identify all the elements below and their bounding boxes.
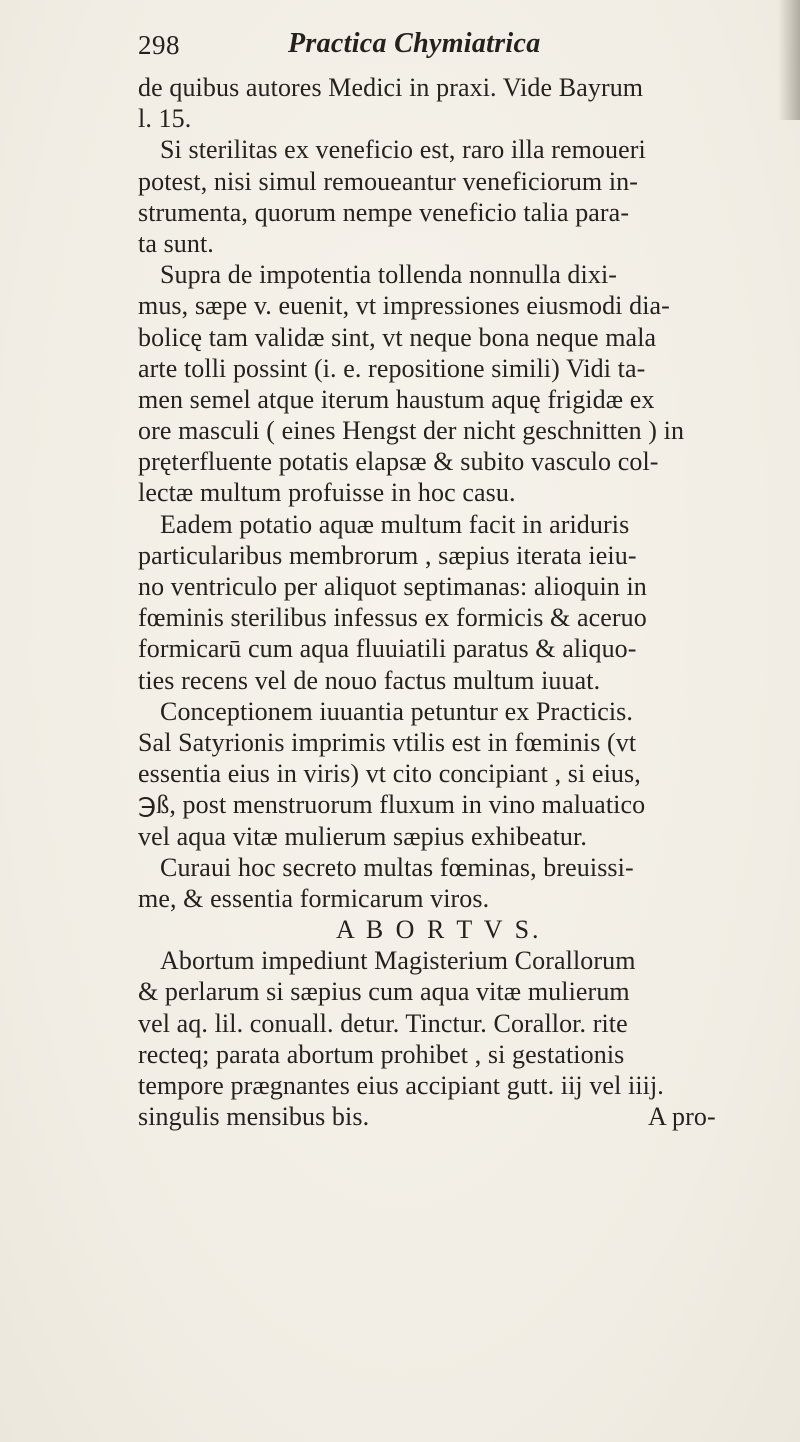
paragraph-start-line: Supra de impotentia tollenda nonnulla dixi- bbox=[160, 260, 618, 290]
text-line: particularibus membrorum , sæpius iterata ieiu- bbox=[138, 540, 637, 570]
paragraph-start-line: Conceptionem iuuantia petuntur ex Practicis. bbox=[160, 696, 633, 726]
text-line: essentia eius in viris) vt cito concipiant , si eius, bbox=[138, 759, 641, 789]
text-line: men semel atque iterum haustum aquę frigidæ ex bbox=[138, 384, 655, 414]
paragraph-start-line: Si sterilitas ex veneficio est, raro illa remoueri bbox=[160, 135, 646, 165]
text-line: l. 15. bbox=[138, 104, 192, 134]
text-line: mus, sæpe v. euenit, vt impressiones eiusmodi dia- bbox=[138, 291, 670, 321]
paragraph-start-line: Abortum impediunt Magisterium Corallorum bbox=[160, 946, 636, 976]
text-line: singulis mensibus bis. bbox=[138, 1102, 370, 1132]
section-heading: A B O R T V S. bbox=[336, 915, 542, 945]
text-line: recteq; parata abortum prohibet , si gestationis bbox=[138, 1039, 625, 1069]
catchword: A pro- bbox=[648, 1102, 716, 1132]
text-line: de quibus autores Medici in praxi. Vide Bayrum bbox=[138, 73, 644, 102]
text-line: ore masculi ( eines Hengst der nicht geschnitten ) in bbox=[138, 416, 685, 446]
text-line: tempore prægnantes eius accipiant gutt. iij vel iiij. bbox=[138, 1071, 664, 1100]
text-line: pręterfluente potatis elapsæ & subito vasculo col- bbox=[138, 447, 659, 477]
text-line: potest, nisi simul remoueantur veneficiorum in- bbox=[138, 166, 639, 196]
text-line: strumenta, quorum nempe veneficio talia para- bbox=[138, 197, 630, 227]
text-line: fœminis sterilibus infessus ex formicis & aceruo bbox=[138, 603, 647, 633]
text-line: Sal Satyrionis imprimis vtilis est in fœminis (vt bbox=[138, 727, 637, 757]
text-line: ℈ß, post menstruorum fluxum in vino maluatico bbox=[138, 790, 646, 820]
text-line: bolicę tam validæ sint, vt neque bona neque mala bbox=[138, 322, 657, 352]
text-line: & perlarum si sæpius cum aqua vitæ mulierum bbox=[138, 977, 630, 1007]
last-line bbox=[138, 1101, 798, 1132]
text-line: lectæ multum profuisse in hoc casu. bbox=[138, 478, 516, 508]
text-line: vel aq. lil. conuall. detur. Tinctur. Corallor. rite bbox=[138, 1008, 628, 1038]
text-line: no ventriculo per aliquot septimanas: alioquin in bbox=[138, 572, 647, 601]
paragraph-start-line: Eadem potatio aquæ multum facit in ariduris bbox=[160, 509, 630, 539]
text-line: ta sunt. bbox=[138, 228, 214, 258]
text-line: me, & essentia formicarum viros. bbox=[138, 883, 490, 913]
text-line: ties recens vel de nouo factus multum iuuat. bbox=[138, 665, 601, 695]
page-number: 298 bbox=[138, 30, 180, 60]
page-header bbox=[138, 26, 658, 70]
paragraph-start-line: Curaui hoc secreto multas fœminas, breuissi- bbox=[160, 852, 634, 882]
text-line: vel aqua vitæ mulierum sæpius exhibeatur. bbox=[138, 821, 587, 851]
body-text bbox=[138, 72, 798, 1132]
text-line: arte tolli possint (i. e. repositione simili) Vidi ta- bbox=[138, 353, 646, 383]
running-head: Practica Chymiatrica bbox=[288, 28, 541, 59]
text-line: formicarū cum aqua fluuiatili paratus & aliquo- bbox=[138, 634, 637, 664]
